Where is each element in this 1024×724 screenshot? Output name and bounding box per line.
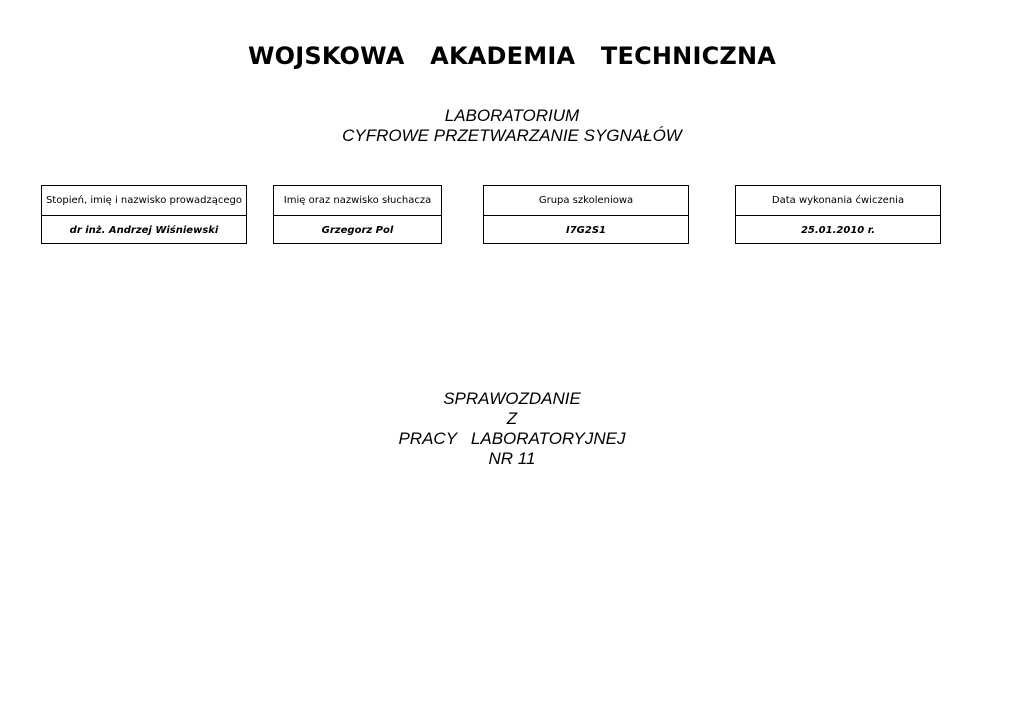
group-box xyxy=(483,185,689,244)
group-label: Grupa szkoleniowa xyxy=(484,186,688,216)
document-title: WOJSKOWA AKADEMIA TECHNICZNA xyxy=(247,42,777,70)
instructor-value: dr inż. Andrzej Wiśniewski xyxy=(69,224,219,236)
report-title-line4: NR 11 xyxy=(488,449,536,468)
date-box xyxy=(735,185,941,244)
student-label: Imię oraz nazwisko słuchacza xyxy=(274,186,441,216)
course-subtitle: CYFROWE PRZETWARZANIE SYGNAŁÓW xyxy=(342,126,682,145)
instructor-box xyxy=(41,185,247,244)
instructor-label: Stopień, imię i nazwisko prowadzącego xyxy=(42,186,246,216)
date-value: 25.01.2010 r. xyxy=(800,224,876,236)
report-title-line1: SPRAWOZDANIE xyxy=(443,389,581,408)
student-box xyxy=(273,185,442,244)
report-title-line2: Z xyxy=(506,409,518,428)
lab-subtitle: LABORATORIUM xyxy=(444,106,580,125)
group-value: I7G2S1 xyxy=(565,224,606,236)
report-title-line3: PRACY LABORATORYJNEJ xyxy=(398,429,626,448)
student-value: Grzegorz Pol xyxy=(321,224,394,236)
date-label: Data wykonania ćwiczenia xyxy=(736,186,940,216)
